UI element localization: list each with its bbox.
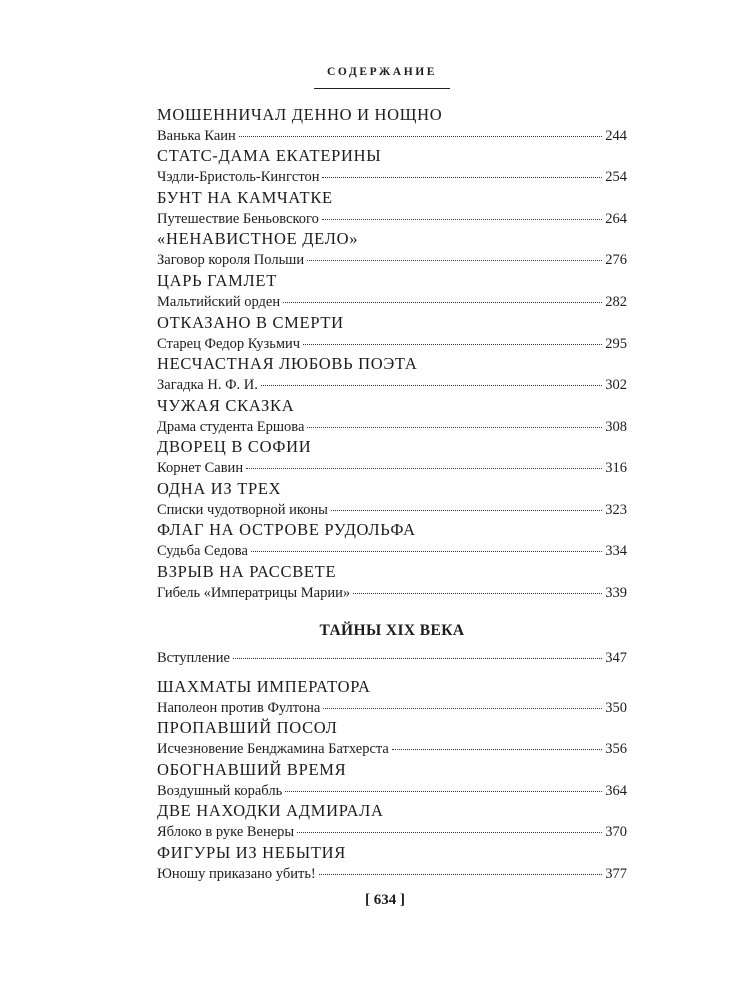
toc-entry-page: 282 xyxy=(605,294,627,310)
toc-entry-subtitle: Старец Федор Кузьмич xyxy=(157,336,301,352)
toc-entry-subtitle: Списки чудотворной иконы xyxy=(157,502,328,518)
running-head: СОДЕРЖАНИЕ xyxy=(326,66,438,78)
toc-entry-subtitle: Судьба Седова xyxy=(157,543,248,559)
dot-leader xyxy=(285,777,602,792)
toc-entry-title: СТАТС-ДАМА ЕКАТЕРИНЫ xyxy=(157,146,382,165)
dot-leader xyxy=(246,454,602,469)
dot-leader xyxy=(392,735,602,750)
dot-leader xyxy=(251,537,602,552)
toc-entry[interactable] xyxy=(157,520,627,560)
toc-entry-subtitle: Гибель «Императрицы Марии» xyxy=(157,585,351,601)
section-heading: ТАЙНЫ XIX ВЕКА xyxy=(319,622,465,639)
dot-leader xyxy=(239,122,602,137)
toc-entry-subtitle: Мальтийский орден xyxy=(157,294,281,310)
dot-leader xyxy=(261,371,602,386)
toc-entry-page: 276 xyxy=(605,252,627,268)
toc-entry-title: ДВОРЕЦ В СОФИИ xyxy=(157,437,312,456)
toc-entry-subtitle: Заговор короля Польши xyxy=(157,252,305,268)
toc-entry-page: 264 xyxy=(605,211,627,227)
toc-entry[interactable] xyxy=(157,188,627,228)
toc-entry-page: 316 xyxy=(605,460,627,476)
toc-entry[interactable] xyxy=(157,396,627,436)
toc-entry-page: 339 xyxy=(605,585,627,601)
toc-entry-page: 377 xyxy=(605,866,627,882)
toc-entry-title: ЧУЖАЯ СКАЗКА xyxy=(157,396,295,415)
toc-entry[interactable] xyxy=(157,354,627,394)
toc-entry-title: ПРОПАВШИЙ ПОСОЛ xyxy=(157,718,338,737)
toc-entry-subtitle: Исчезновение Бенджамина Батхерста xyxy=(157,741,389,757)
toc-entry[interactable] xyxy=(157,271,627,311)
toc-entry-page: 323 xyxy=(605,502,627,518)
toc-entry-title: ОБОГНАВШИЙ ВРЕМЯ xyxy=(157,760,347,779)
toc-entry-title: ФИГУРЫ ИЗ НЕБЫТИЯ xyxy=(157,843,346,862)
toc-entry-title: ОТКАЗАНО В СМЕРТИ xyxy=(157,313,344,332)
toc-entry-page: 356 xyxy=(605,741,627,757)
dot-leader xyxy=(322,205,602,220)
toc-entry-title: НЕСЧАСТНАЯ ЛЮБОВЬ ПОЭТА xyxy=(157,354,418,373)
toc-entry-title: БУНТ НА КАМЧАТКЕ xyxy=(157,188,333,207)
dot-leader xyxy=(323,694,602,709)
toc-entry[interactable] xyxy=(157,479,627,519)
toc-entry[interactable] xyxy=(157,801,627,841)
toc-entry[interactable] xyxy=(157,562,627,602)
toc-entry-subtitle: Путешествие Беньовского xyxy=(157,211,319,227)
toc-entry[interactable] xyxy=(157,146,627,186)
toc-entry-page: 308 xyxy=(605,419,627,435)
toc-entry-title: ЦАРЬ ГАМЛЕТ xyxy=(157,271,277,290)
page-number: [ 634 ] xyxy=(365,892,405,908)
toc-entry-title: ФЛАГ НА ОСТРОВЕ РУДОЛЬФА xyxy=(157,520,416,539)
toc-entry-title: ВЗРЫВ НА РАССВЕТЕ xyxy=(157,562,337,581)
dot-leader xyxy=(353,579,602,594)
toc-entry-subtitle: Наполеон против Фултона xyxy=(157,700,321,716)
toc-entry-subtitle: Ванька Каин xyxy=(157,128,236,144)
toc-entry[interactable] xyxy=(157,718,627,758)
toc-entry-title: МОШЕННИЧАЛ ДЕННО И НОЩНО xyxy=(157,105,443,124)
toc-entry-title: ОДНА ИЗ ТРЕХ xyxy=(157,479,282,498)
toc-entry[interactable] xyxy=(157,437,627,477)
dot-leader xyxy=(307,413,602,428)
toc-entry-page: 244 xyxy=(605,128,627,144)
dot-leader xyxy=(322,163,602,178)
toc-entry-page: 254 xyxy=(605,169,627,185)
toc-entry-title: ДВЕ НАХОДКИ АДМИРАЛА xyxy=(157,801,384,820)
toc-entry-subtitle: Чэдли-Бристоль-Кингстон xyxy=(157,169,320,185)
running-head-rule xyxy=(314,88,450,89)
toc-entry[interactable] xyxy=(157,313,627,353)
toc-entry-page: 350 xyxy=(605,700,627,716)
toc-entry-subtitle: Загадка Н. Ф. И. xyxy=(157,377,258,393)
toc-intro-label: Вступление xyxy=(157,650,230,666)
toc-entry-subtitle: Драма студента Ершова xyxy=(157,419,305,435)
toc-entry-subtitle: Воздушный корабль xyxy=(157,783,283,799)
toc-entry-page: 302 xyxy=(605,377,627,393)
dot-leader xyxy=(283,288,602,303)
toc-entry-page: 334 xyxy=(605,543,627,559)
toc-entry-page: 295 xyxy=(605,336,627,352)
toc-entry-subtitle: Юношу приказано убить! xyxy=(157,866,316,882)
dot-leader xyxy=(233,644,602,659)
dot-leader xyxy=(303,330,602,345)
toc-entry[interactable] xyxy=(157,677,627,717)
dot-leader xyxy=(297,818,602,833)
toc-intro-page: 347 xyxy=(605,650,627,666)
toc-entry-page: 364 xyxy=(605,783,627,799)
dot-leader xyxy=(319,860,602,875)
dot-leader xyxy=(307,246,602,261)
toc-entry-title: «НЕНАВИСТНОЕ ДЕЛО» xyxy=(157,229,359,248)
toc-entry[interactable] xyxy=(157,843,627,883)
toc-entry-page: 370 xyxy=(605,824,627,840)
toc-entry[interactable] xyxy=(157,105,627,145)
toc-entry-title: ШАХМАТЫ ИМПЕРАТОРА xyxy=(157,677,371,696)
toc-intro[interactable] xyxy=(157,647,627,667)
toc-entry[interactable] xyxy=(157,760,627,800)
toc-entry-subtitle: Яблоко в руке Венеры xyxy=(157,824,295,840)
dot-leader xyxy=(331,496,602,511)
toc-entry[interactable] xyxy=(157,229,627,269)
toc-entry-subtitle: Корнет Савин xyxy=(157,460,244,476)
